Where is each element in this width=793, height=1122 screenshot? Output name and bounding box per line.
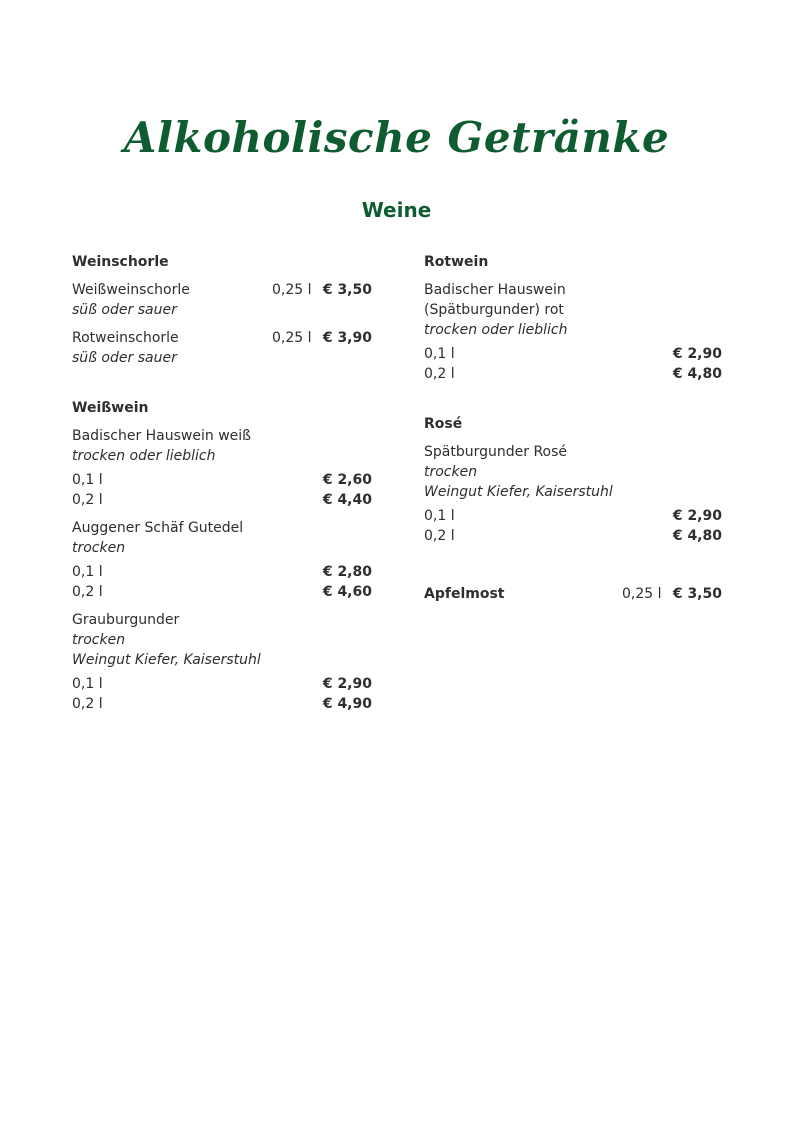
apfelmost-row (424, 584, 722, 604)
rose-section (424, 414, 722, 546)
item-price: € 4,90 (322, 696, 372, 712)
section-subtitle: Weine (361, 198, 432, 222)
item-name-line2: (Spätburgunder) rot (424, 302, 564, 318)
item-volume: 0,25 l (272, 282, 312, 298)
item-name: Grauburgunder (72, 612, 180, 628)
menu-item (72, 610, 372, 714)
weinschorle-heading: Weinschorle (72, 254, 169, 270)
item-price: € 4,80 (672, 528, 722, 544)
menu-item (424, 442, 722, 546)
menu-item (72, 328, 372, 368)
item-winery: Weingut Kiefer, Kaiserstuhl (424, 484, 613, 500)
item-note: trocken oder lieblich (72, 448, 216, 464)
item-volume: 0,2 l (72, 696, 103, 712)
item-volume: 0,1 l (424, 508, 455, 524)
item-volume: 0,2 l (72, 584, 103, 600)
item-note: süß oder sauer (72, 302, 177, 318)
item-price: € 2,90 (672, 508, 722, 524)
item-name: Badischer Hauswein weiß (72, 428, 251, 444)
item-price: € 2,80 (322, 564, 372, 580)
rotwein-heading: Rotwein (424, 254, 489, 270)
item-name: Badischer Hauswein (424, 282, 566, 298)
item-name: Spätburgunder Rosé (424, 444, 568, 460)
rotwein-section (424, 252, 722, 384)
item-volume: 0,2 l (424, 366, 455, 382)
item-note: trocken oder lieblich (424, 322, 568, 338)
item-note: trocken (72, 540, 126, 556)
item-price: € 2,90 (322, 676, 372, 692)
weisswein-heading: Weißwein (72, 400, 149, 416)
item-winery: Weingut Kiefer, Kaiserstuhl (72, 652, 261, 668)
weinschorle-section (72, 252, 372, 368)
item-name: Auggener Schäf Gutedel (72, 520, 244, 536)
menu-item (424, 280, 722, 384)
left-column (72, 252, 372, 722)
item-name: Rotweinschorle (72, 330, 179, 346)
item-price: € 4,60 (322, 584, 372, 600)
item-price: € 3,50 (672, 586, 722, 602)
item-volume: 0,1 l (72, 564, 103, 580)
item-price: € 3,90 (322, 330, 372, 346)
menu-item (72, 280, 372, 320)
item-price: € 2,90 (672, 346, 722, 362)
item-volume: 0,25 l (622, 586, 662, 602)
item-price: € 3,50 (322, 282, 372, 298)
item-name: Weißweinschorle (72, 282, 190, 298)
weisswein-section (72, 398, 372, 714)
item-volume: 0,1 l (424, 346, 455, 362)
item-volume: 0,2 l (424, 528, 455, 544)
item-volume: 0,2 l (72, 492, 103, 508)
right-column (424, 252, 722, 604)
item-volume: 0,1 l (72, 472, 103, 488)
item-price: € 4,40 (322, 492, 372, 508)
item-note: trocken (72, 632, 126, 648)
item-price: € 4,80 (672, 366, 722, 382)
item-name: Apfelmost (424, 586, 505, 602)
item-price: € 2,60 (322, 472, 372, 488)
rose-heading: Rosé (424, 416, 463, 432)
item-volume: 0,1 l (72, 676, 103, 692)
menu-item (72, 518, 372, 602)
page-title: Alkoholische Getränke (123, 113, 670, 162)
item-note: süß oder sauer (72, 350, 177, 366)
menu-item (72, 426, 372, 510)
item-note: trocken (424, 464, 478, 480)
item-volume: 0,25 l (272, 330, 312, 346)
